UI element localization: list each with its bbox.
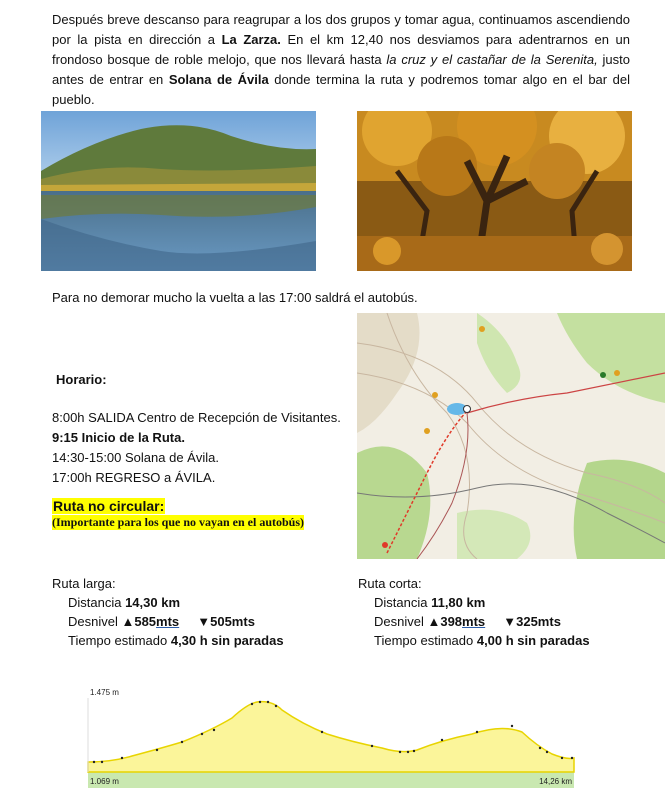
intro-text-3: justo antes de entrar en: [52, 52, 630, 87]
intro-solana: Solana de Ávila: [168, 72, 269, 87]
forest-photo: [357, 111, 632, 271]
short-route-time-value: 4,00 h sin paradas: [476, 633, 590, 648]
profile-max-label: 1.475 m: [90, 688, 119, 697]
long-route-time-label: Tiempo estimado: [68, 633, 171, 648]
short-route-elevation: [358, 612, 590, 631]
short-route-time: [358, 631, 590, 650]
long-route-time: [52, 631, 284, 650]
long-route-elevation-label: Desnivel: [68, 614, 122, 629]
schedule-line-departure: 8:00h SALIDA Centro de Recepción de Visitantes.: [52, 410, 341, 425]
down-arrow-icon: ▼: [197, 614, 211, 629]
intro-text-4: donde termina la ruta y podremos tomar algo en el bar del pueblo.: [52, 72, 630, 107]
intro-text-2: En el km 12,40 nos desviamos para adentrarnos en un frondoso bosque de roble melojo, que nos llevará hasta: [52, 32, 630, 67]
up-arrow-icon: ▲: [121, 614, 135, 629]
long-route-title: Ruta larga:: [52, 576, 116, 591]
short-route-distance-label: Distancia: [374, 595, 432, 610]
profile-min-label: 1.069 m: [90, 777, 119, 786]
intro-text-1: Después breve descanso para reagrupar a los dos grupos y tomar agua, continuamos ascendiendo por la pista en dirección a: [52, 12, 630, 47]
long-route-time-value: 4,30 h sin paradas: [170, 633, 284, 648]
warning-block: [52, 498, 304, 530]
lake-photo: [41, 111, 316, 271]
schedule-title: Horario:: [56, 372, 107, 387]
profile-area: [88, 702, 574, 772]
short-route-title: Ruta corta:: [358, 576, 422, 591]
warning-subtitle: (Importante para los que no vayan en el autobús): [52, 515, 305, 529]
intro-paragraph: [52, 10, 630, 110]
short-route-distance-value: 11,80 km: [431, 595, 486, 610]
intro-la-zarza: La Zarza.: [221, 32, 281, 47]
bus-note: Para no demorar mucho la vuelta a las 17:00 saldrá el autobús.: [52, 290, 418, 305]
schedule-line-return: 17:00h REGRESO a ÁVILA.: [52, 470, 216, 485]
profile-base: [88, 772, 574, 788]
elevation-profile: [82, 684, 578, 790]
profile-distance-label: 14,26 km: [539, 777, 572, 786]
long-route: [52, 574, 284, 650]
long-route-distance-value: 14,30 km: [125, 595, 181, 610]
schedule: [52, 370, 341, 488]
long-route-elevation: [52, 612, 284, 631]
short-route-elevation-label: Desnivel: [374, 614, 428, 629]
long-route-down-value: 505mts: [210, 614, 255, 629]
route-map: [357, 313, 665, 559]
long-route-up-value: 585: [134, 614, 157, 629]
long-route-up-unit: mts: [156, 614, 180, 629]
warning-title: Ruta no circular:: [53, 498, 165, 514]
long-route-distance-label: Distancia: [68, 595, 126, 610]
short-route-up-value: 398: [440, 614, 463, 629]
up-arrow-icon: ▲: [427, 614, 441, 629]
short-route-distance: [358, 593, 590, 612]
down-arrow-icon: ▼: [503, 614, 517, 629]
short-route-time-label: Tiempo estimado: [374, 633, 477, 648]
intro-serenita: la cruz y el castañar de la Serenita,: [386, 52, 598, 67]
short-route-down-value: 325mts: [516, 614, 561, 629]
short-route: [358, 574, 590, 650]
schedule-line-solana: 14:30-15:00 Solana de Ávila.: [52, 450, 219, 465]
long-route-distance: [52, 593, 284, 612]
schedule-line-start: 9:15 Inicio de la Ruta.: [52, 430, 185, 445]
short-route-up-unit: mts: [462, 614, 486, 629]
